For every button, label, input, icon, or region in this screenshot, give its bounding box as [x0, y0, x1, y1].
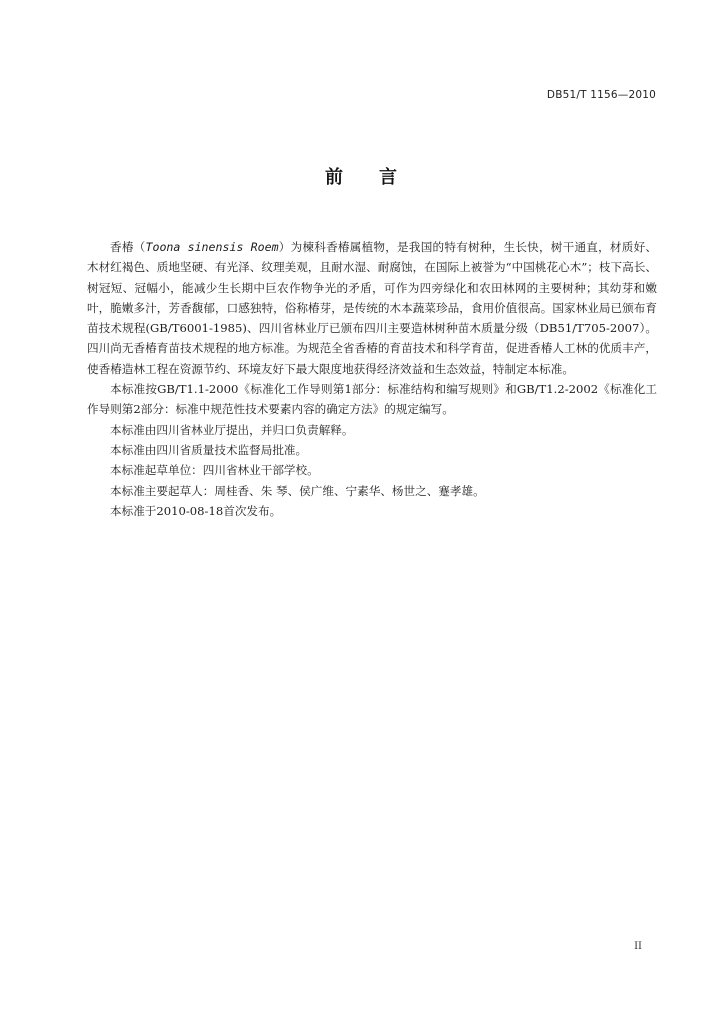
latin-species-name: Toona sinensis Roem [145, 240, 279, 254]
paragraph-release-date: 本标准于2010-08-18首次发布。 [110, 503, 282, 518]
paragraph-proposer: 本标准由四川省林业厅提出，并归口负责解释。 [110, 422, 354, 437]
paragraph-drafting-rules: 本标准按GB/T1.1-2000《标准化工作导则第1部分：标准结构和编写规则》和GB/T1.2-2002《标准化工作导则第2部分：标准中规范性技术要素内容的确定方法》的规定编写。 [87, 382, 657, 417]
title-char-1: 前 [325, 167, 345, 188]
foreword-body [87, 237, 657, 521]
intro-text-start: 香椿（ [110, 240, 146, 254]
paragraph-drafting-unit: 本标准起草单位：四川省林业干部学校。 [110, 463, 319, 478]
page-title [0, 163, 724, 189]
page-number: II [634, 941, 642, 952]
standard-code: DB51/T 1156—2010 [546, 89, 656, 101]
paragraph-introduction [87, 237, 657, 379]
title-char-2: 言 [379, 167, 399, 188]
paragraph-approver: 本标准由四川省质量技术监督局批准。 [110, 442, 308, 457]
paragraph-drafters: 本标准主要起草人：周桂香、朱 琴、侯广维、宁素华、杨世之、蹇孝雄。 [110, 483, 485, 498]
intro-text-rest: ）为楝科香椿属植物，是我国的特有树种，生长快，树干通直，材质好、木材红褐色、质地坚硬、有光泽、纹理美观，且耐水湿、耐腐蚀，在国际上被誉为“中国桃花心木”；枝下高长、树冠短、冠幅小，能减少生长期中巨农作物争光的矛盾，可作为四旁绿化和农田林网的主要树种；其幼芽和嫩叶，脆嫩多汁，芳香馥郁，口感独特，俗称椿芽，是传统的木本蔬菜珍品，食用价值很高。国家林业局已颁布育苗技术规程(GB/T6001-1985)、四川省林业厅已颁布四川主要造林树种苗木质量分级（DB51/T705-2007）。四川尚无香椿育苗技术规程的地方标准。为规范全省香椿的育苗技术和科学育苗，促进香椿人工林的优质丰产，使香椿造林工程在资源节约、环境友好下最大限度地获得经济效益和生态效益，特制定本标准。 [87, 240, 657, 376]
